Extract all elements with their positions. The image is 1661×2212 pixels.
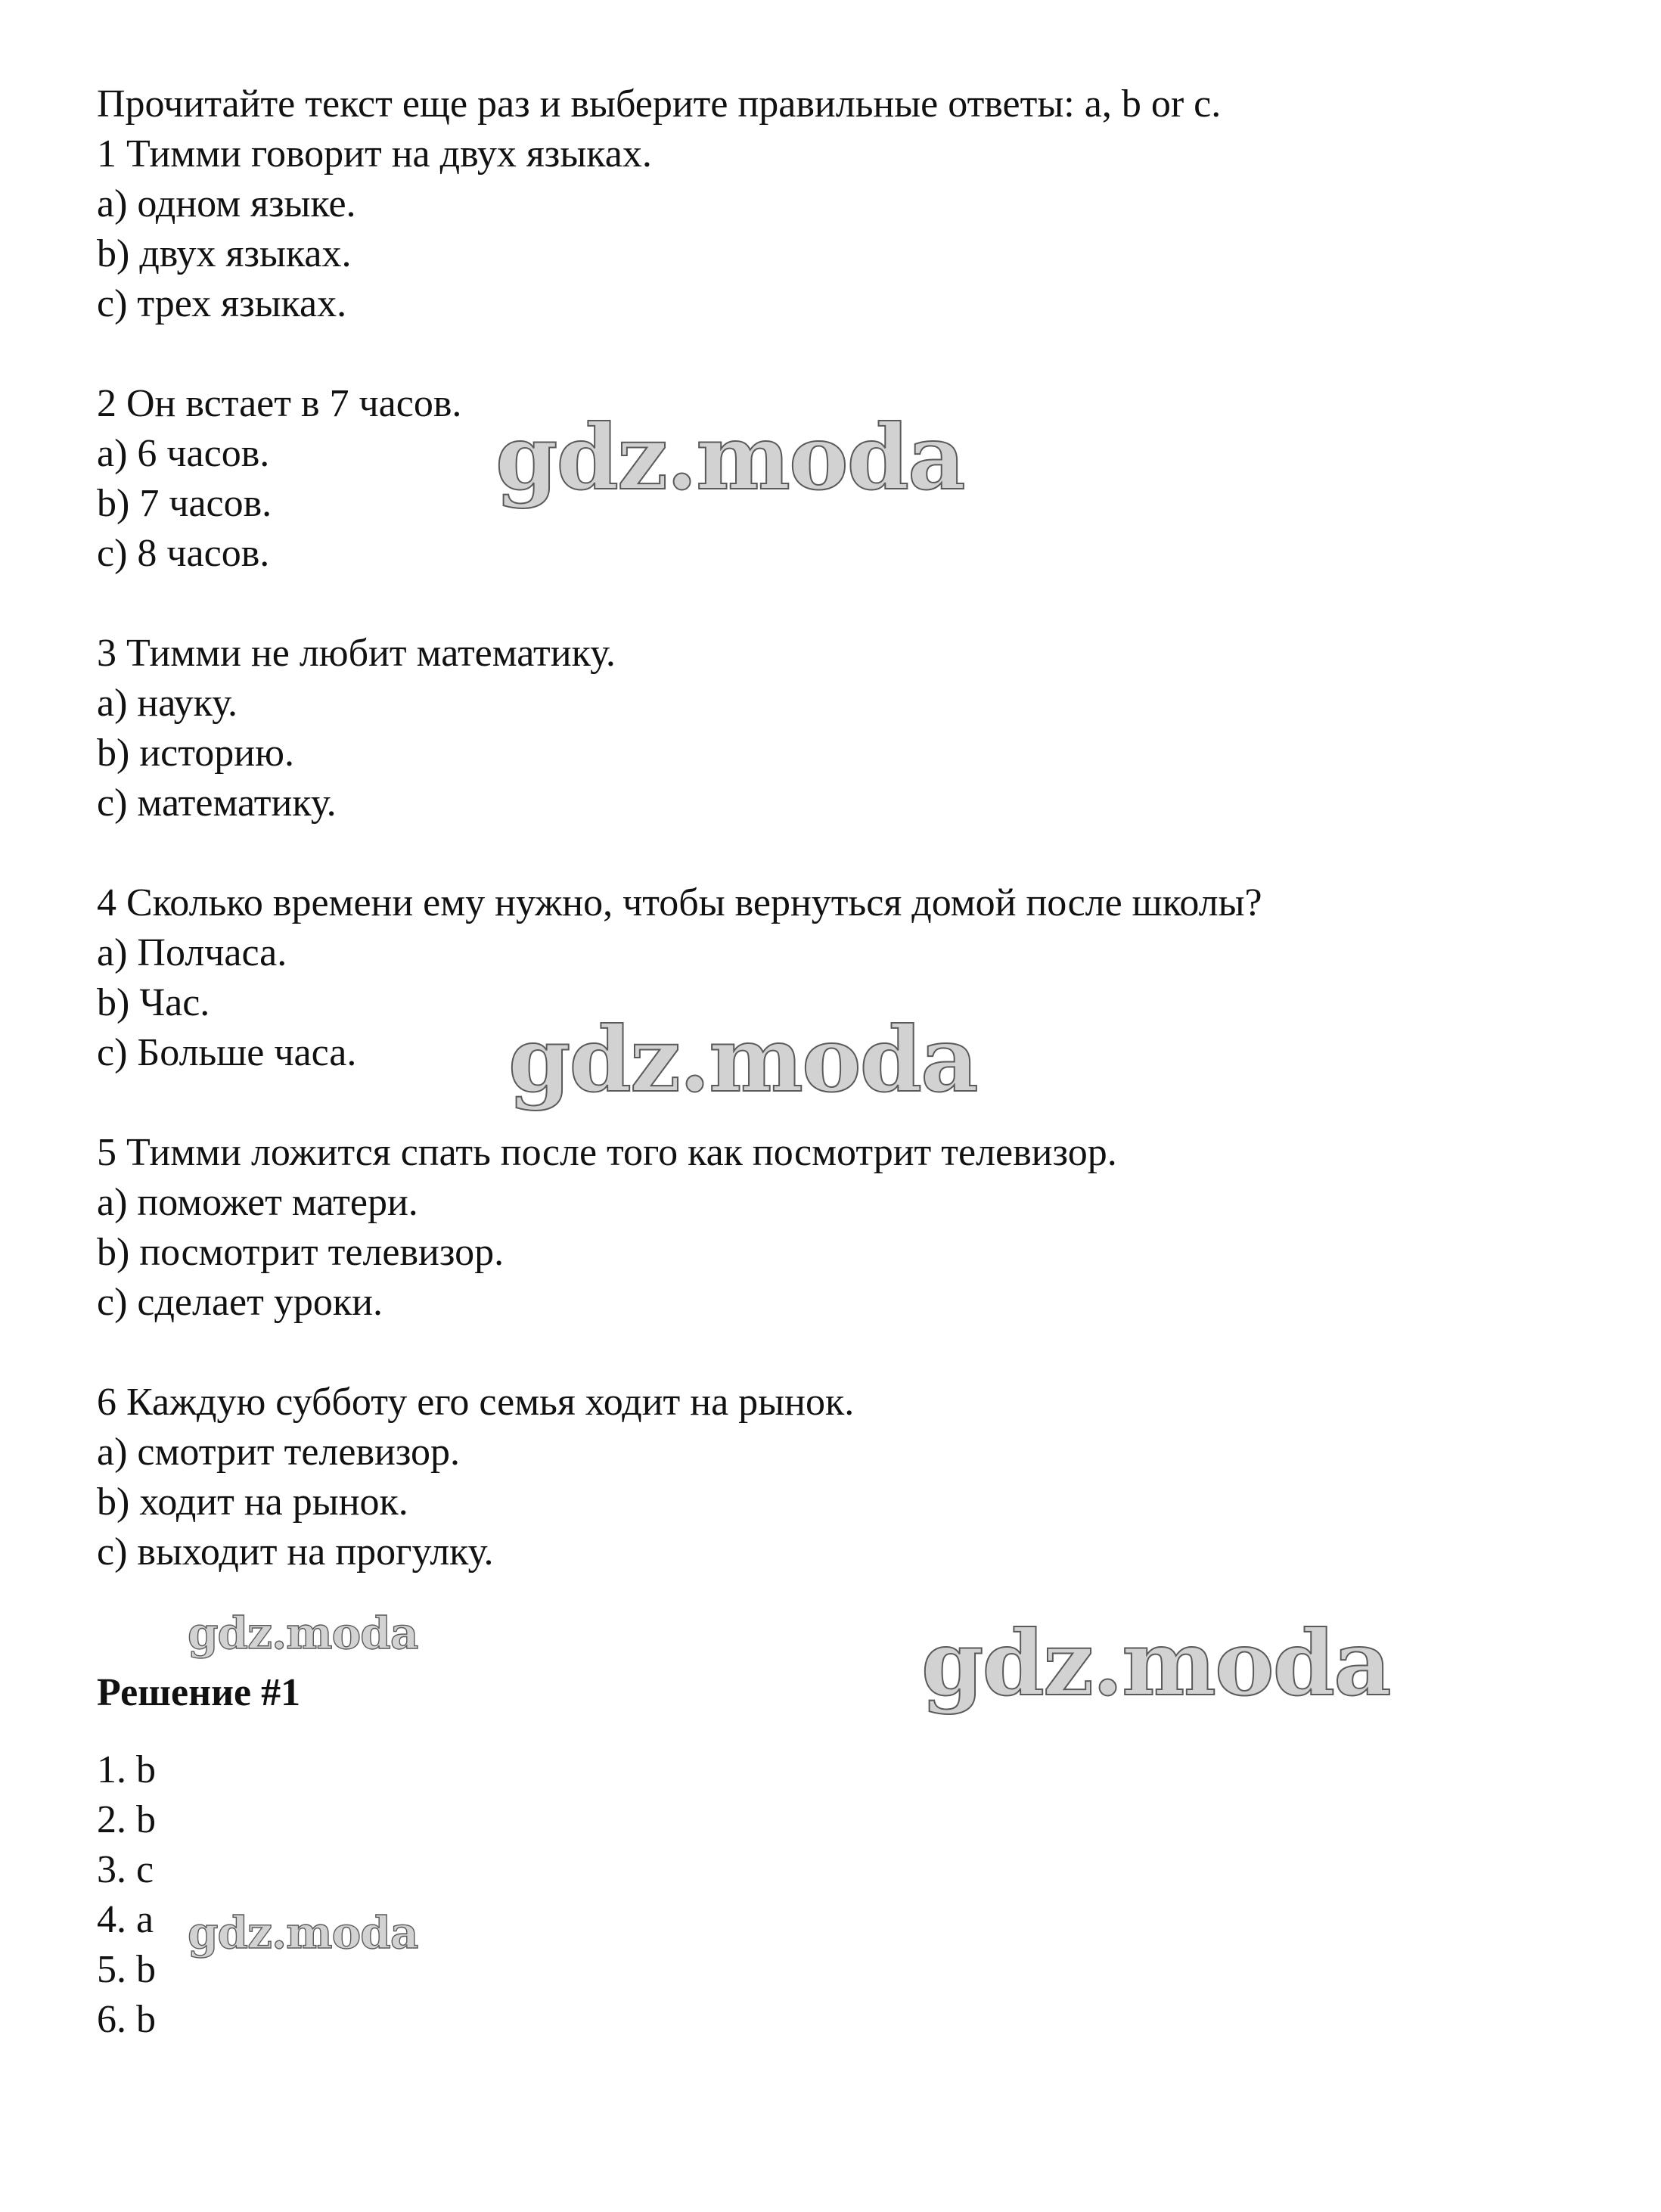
answer-1: 1. b [97,1748,156,1791]
question-3: 3 Тимми не любит математику. [97,632,616,675]
question-2-option-a: a) 6 часов. [97,432,270,475]
answer-4: 4. a [97,1898,154,1941]
question-1-option-b: b) двух языках. [97,232,352,275]
question-5-option-b: b) посмотрит телевизор. [97,1231,505,1274]
watermark: gdz.moda [508,1007,977,1112]
answer-5: 5. b [97,1948,156,1991]
question-3-option-b: b) историю. [97,732,294,775]
question-6-option-b: b) ходит на рынок. [97,1480,408,1524]
question-5: 5 Тимми ложится спать после того как посмотрит телевизор. [97,1131,1117,1174]
answer-2: 2. b [97,1798,156,1841]
question-6: 6 Каждую субботу его семья ходит на рынок. [97,1381,855,1424]
question-5-option-a: a) поможет матери. [97,1181,418,1224]
solution-heading: Решение #1 [97,1671,301,1714]
question-4-option-a: a) Полчаса. [97,931,287,974]
question-4: 4 Сколько времени ему нужно, чтобы вернуться домой после школы? [97,881,1262,924]
question-2-option-b: b) 7 часов. [97,482,272,525]
question-1-option-c: c) трех языках. [97,282,347,325]
question-6-option-a: a) смотрит телевизор. [97,1431,461,1474]
watermark: gdz.moda [921,1611,1390,1716]
question-1: 1 Тимми говорит на двух языках. [97,132,652,176]
question-4-option-c: c) Больше часа. [97,1031,357,1074]
question-4-option-b: b) Час. [97,981,210,1024]
watermark: gdz.moda [188,1907,418,1959]
question-1-option-a: a) одном языке. [97,182,356,225]
question-2: 2 Он встает в 7 часов. [97,382,462,425]
question-5-option-c: c) сделает уроки. [97,1281,383,1324]
instruction-text: Прочитайте текст еще раз и выберите правильные ответы: a, b or c. [97,82,1222,126]
question-2-option-c: c) 8 часов. [97,532,270,575]
question-6-option-c: c) выходит на прогулку. [97,1530,494,1574]
watermark: gdz.moda [188,1608,418,1659]
watermark: gdz.moda [495,405,964,510]
question-3-option-a: a) науку. [97,682,238,725]
question-3-option-c: c) математику. [97,781,337,825]
answer-6: 6. b [97,1998,156,2041]
answer-3: 3. c [97,1848,154,1891]
